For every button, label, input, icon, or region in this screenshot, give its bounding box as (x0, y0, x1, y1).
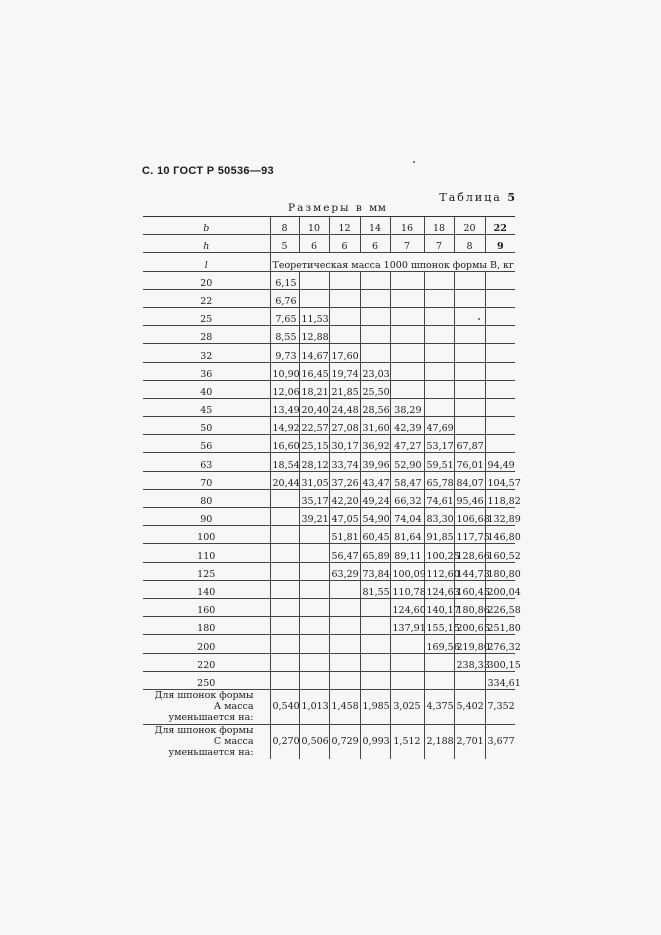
mass-cell (485, 435, 515, 453)
mass-cell (424, 289, 454, 307)
mass-cell: 65,78 (424, 471, 454, 489)
b-value: 18 (424, 217, 454, 235)
mass-cell: 117,75 (454, 526, 485, 544)
mass-cell: 180,80 (485, 562, 515, 580)
mass-cell (424, 671, 454, 689)
mass-cell (299, 544, 329, 562)
b-value: 22 (485, 217, 515, 235)
table-row (143, 617, 515, 635)
mass-cell: 128,66 (454, 544, 485, 562)
mass-cell: 10,90 (270, 362, 299, 380)
mass-cell (329, 635, 360, 653)
mass-cell: 84,07 (454, 471, 485, 489)
mass-cell (329, 653, 360, 671)
table-row (143, 598, 515, 616)
mass-cell: 59,51 (424, 453, 454, 471)
mass-cell: 140,17 (424, 598, 454, 616)
mass-cell (360, 271, 390, 289)
length-cell: 28 (143, 326, 270, 344)
mass-cell: 18,21 (299, 380, 329, 398)
mass-cell: 8,55 (270, 326, 299, 344)
b-value: 14 (360, 217, 390, 235)
mass-cell: 24,48 (329, 398, 360, 416)
mass-cell: 137,91 (390, 617, 424, 635)
mass-cell: 132,89 (485, 508, 515, 526)
length-cell: 220 (143, 653, 270, 671)
reduction-row (143, 689, 515, 724)
mass-cell: 31,60 (360, 417, 390, 435)
table-row (143, 635, 515, 653)
mass-cell (299, 289, 329, 307)
mass-cell: 74,61 (424, 489, 454, 507)
mass-cell (390, 271, 424, 289)
mass-cell (329, 580, 360, 598)
mass-cell: 200,04 (485, 580, 515, 598)
mass-cell: 9,73 (270, 344, 299, 362)
table-row (143, 453, 515, 471)
mass-cell: 169,56 (424, 635, 454, 653)
reduction-value: 0,540 (270, 689, 299, 724)
length-cell: 250 (143, 671, 270, 689)
mass-cell (360, 653, 390, 671)
mass-cell: 106,68 (454, 508, 485, 526)
mass-cell: 251,80 (485, 617, 515, 635)
length-cell: 110 (143, 544, 270, 562)
reduction-value: 1,013 (299, 689, 329, 724)
mass-cell: 276,32 (485, 635, 515, 653)
mass-cell: 28,56 (360, 398, 390, 416)
mass-cell: 37,26 (329, 471, 360, 489)
mass-cell (299, 580, 329, 598)
mass-cell: 39,96 (360, 453, 390, 471)
mass-cell (454, 326, 485, 344)
table-row (143, 380, 515, 398)
length-cell: 63 (143, 453, 270, 471)
table-row (143, 435, 515, 453)
mass-cell: 25,15 (299, 435, 329, 453)
b-value: 8 (270, 217, 299, 235)
mass-cell (299, 562, 329, 580)
units-mm: мм (369, 202, 387, 214)
mass-cell (454, 398, 485, 416)
reduction-value: 0,506 (299, 724, 329, 759)
mass-cell (485, 344, 515, 362)
length-cell: 80 (143, 489, 270, 507)
row-h (143, 235, 515, 253)
b-value: 12 (329, 217, 360, 235)
mass-cell: 300,15 (485, 653, 515, 671)
mass-cell: 13,49 (270, 398, 299, 416)
mass-cell: 28,12 (299, 453, 329, 471)
h-value: 9 (485, 235, 515, 253)
mass-cell: 95,46 (454, 489, 485, 507)
mass-cell (424, 653, 454, 671)
table-label-number: 5 (507, 191, 515, 204)
reduction-value: 1,458 (329, 689, 360, 724)
mass-cell: 144,73 (454, 562, 485, 580)
mass-cell (485, 380, 515, 398)
mass-cell: 14,67 (299, 344, 329, 362)
mass-cell: 180,86 (454, 598, 485, 616)
mass-cell (390, 307, 424, 325)
table-row (143, 562, 515, 580)
table-row (143, 271, 515, 289)
mass-cell: 81,64 (390, 526, 424, 544)
mass-cell: 20,44 (270, 471, 299, 489)
mass-cell: 73,84 (360, 562, 390, 580)
b-value: 10 (299, 217, 329, 235)
mass-cell: 54,90 (360, 508, 390, 526)
mass-cell (424, 380, 454, 398)
mass-cell (454, 271, 485, 289)
mass-cell: 89,11 (390, 544, 424, 562)
mass-cell (424, 307, 454, 325)
mass-cell (454, 289, 485, 307)
mass-cell (360, 307, 390, 325)
mass-cell (360, 344, 390, 362)
h-value: 6 (360, 235, 390, 253)
mass-cell (270, 562, 299, 580)
reduction-value: 1,512 (390, 724, 424, 759)
mass-cell: 65,89 (360, 544, 390, 562)
units-text: Размеры в (288, 202, 364, 214)
mass-cell: 146,80 (485, 526, 515, 544)
mass-cell: 14,92 (270, 417, 299, 435)
mass-cell (270, 544, 299, 562)
mass-cell: 118,82 (485, 489, 515, 507)
mass-cell: 6,76 (270, 289, 299, 307)
mass-cell (299, 617, 329, 635)
row-b (143, 217, 515, 235)
mass-cell: 16,45 (299, 362, 329, 380)
b-value: 20 (454, 217, 485, 235)
mass-cell (270, 598, 299, 616)
mass-cell: 219,80 (454, 635, 485, 653)
mass-cell: 91,85 (424, 526, 454, 544)
length-cell: 40 (143, 380, 270, 398)
table-row (143, 344, 515, 362)
mass-cell (299, 653, 329, 671)
mass-cell: 30,17 (329, 435, 360, 453)
scan-speck (478, 318, 480, 320)
mass-cell: 33,74 (329, 453, 360, 471)
length-cell: 36 (143, 362, 270, 380)
mass-cell (329, 326, 360, 344)
mass-cell (299, 271, 329, 289)
mass-cell (424, 344, 454, 362)
mass-cell (424, 398, 454, 416)
mass-cell: 100,09 (390, 562, 424, 580)
mass-cell: 12,88 (299, 326, 329, 344)
length-cell: 140 (143, 580, 270, 598)
mass-cell (485, 326, 515, 344)
mass-cell: 19,74 (329, 362, 360, 380)
mass-cell: 112,60 (424, 562, 454, 580)
mass-cell (329, 617, 360, 635)
table-row (143, 671, 515, 689)
mass-cell: 42,20 (329, 489, 360, 507)
mass-cell (360, 617, 390, 635)
length-cell: 160 (143, 598, 270, 616)
mass-cell (424, 271, 454, 289)
mass-cell: 49,24 (360, 489, 390, 507)
length-cell: 22 (143, 289, 270, 307)
mass-cell: 83,30 (424, 508, 454, 526)
reduction-value: 0,993 (360, 724, 390, 759)
mass-cell (485, 307, 515, 325)
mass-cell: 12,06 (270, 380, 299, 398)
h-value: 7 (424, 235, 454, 253)
reduction-value: 2,188 (424, 724, 454, 759)
length-cell: 90 (143, 508, 270, 526)
table-row (143, 398, 515, 416)
mass-cell: 39,21 (299, 508, 329, 526)
mass-cell: 60,45 (360, 526, 390, 544)
mass-cell (390, 653, 424, 671)
row-l (143, 253, 515, 271)
reduction-value: 7,352 (485, 689, 515, 724)
mass-cell: 7,65 (270, 307, 299, 325)
mass-cell (454, 417, 485, 435)
mass-cell: 110,78 (390, 580, 424, 598)
mass-cell: 22,57 (299, 417, 329, 435)
reduction-row (143, 724, 515, 759)
mass-cell (424, 362, 454, 380)
table-row (143, 580, 515, 598)
mass-cell: 21,85 (329, 380, 360, 398)
length-cell: 56 (143, 435, 270, 453)
mass-cell: 104,57 (485, 471, 515, 489)
reduction-value: 2,701 (454, 724, 485, 759)
mass-cell: 23,03 (360, 362, 390, 380)
mass-cell (329, 289, 360, 307)
mass-cell (270, 508, 299, 526)
mass-cell (390, 635, 424, 653)
mass-cell (299, 526, 329, 544)
mass-cell (485, 289, 515, 307)
mass-cell: 42,39 (390, 417, 424, 435)
mass-cell: 47,27 (390, 435, 424, 453)
mass-cell (270, 653, 299, 671)
length-cell: 25 (143, 307, 270, 325)
row-l-label: l (143, 253, 270, 271)
mass-cell: 124,63 (424, 580, 454, 598)
mass-cell (454, 344, 485, 362)
mass-cell: 124,60 (390, 598, 424, 616)
mass-cell: 200,65 (454, 617, 485, 635)
mass-cell: 53,17 (424, 435, 454, 453)
length-cell: 200 (143, 635, 270, 653)
h-value: 8 (454, 235, 485, 253)
mass-cell: 43,47 (360, 471, 390, 489)
reduction-value: 3,025 (390, 689, 424, 724)
mass-cell (270, 635, 299, 653)
mass-cell (360, 289, 390, 307)
table-row (143, 489, 515, 507)
mass-cell: 52,90 (390, 453, 424, 471)
length-cell: 70 (143, 471, 270, 489)
mass-cell: 58,47 (390, 471, 424, 489)
h-value: 7 (390, 235, 424, 253)
mass-cell (329, 598, 360, 616)
mass-table (143, 216, 521, 759)
table-row (143, 362, 515, 380)
mass-cell (299, 671, 329, 689)
h-value: 5 (270, 235, 299, 253)
mass-cell: 81,55 (360, 580, 390, 598)
table-row (143, 307, 515, 325)
mass-cell (485, 362, 515, 380)
mass-cell (454, 671, 485, 689)
mass-cell: 160,52 (485, 544, 515, 562)
reduction-value: 4,375 (424, 689, 454, 724)
mass-cell (360, 635, 390, 653)
mass-cell (390, 344, 424, 362)
mass-cell: 334,61 (485, 671, 515, 689)
mass-cell (485, 271, 515, 289)
mass-cell (270, 617, 299, 635)
mass-cell: 11,53 (299, 307, 329, 325)
mass-cell: 31,05 (299, 471, 329, 489)
mass-cell: 67,87 (454, 435, 485, 453)
table-row (143, 526, 515, 544)
mass-cell: 66,32 (390, 489, 424, 507)
mass-cell (329, 271, 360, 289)
mass-cell (390, 671, 424, 689)
row-h-label: h (143, 235, 270, 253)
reduction-label: Для шпонок формы С масса уменьшается на: (154, 725, 254, 759)
mass-cell: 94,49 (485, 453, 515, 471)
mass-cell: 47,05 (329, 508, 360, 526)
mass-title: Теоретическая масса 1000 шпонок формы В, кг (270, 253, 515, 271)
table-row (143, 508, 515, 526)
table-row (143, 289, 515, 307)
mass-cell: 47,69 (424, 417, 454, 435)
table-label-word: Таблица (439, 191, 502, 204)
mass-cell (390, 362, 424, 380)
mass-cell (454, 380, 485, 398)
reduction-value: 0,270 (270, 724, 299, 759)
mass-cell: 160,45 (454, 580, 485, 598)
mass-cell: 51,81 (329, 526, 360, 544)
mass-cell: 27,08 (329, 417, 360, 435)
mass-cell (270, 489, 299, 507)
length-cell: 50 (143, 417, 270, 435)
mass-cell: 17,60 (329, 344, 360, 362)
mass-cell: 226,58 (485, 598, 515, 616)
mass-cell (329, 307, 360, 325)
mass-cell (360, 598, 390, 616)
mass-cell (329, 671, 360, 689)
mass-cell: 38,29 (390, 398, 424, 416)
mass-cell (270, 580, 299, 598)
mass-cell: 76,01 (454, 453, 485, 471)
mass-cell: 35,17 (299, 489, 329, 507)
mass-cell: 36,92 (360, 435, 390, 453)
table-row (143, 544, 515, 562)
mass-cell (390, 326, 424, 344)
mass-cell (299, 598, 329, 616)
mass-cell: 56,47 (329, 544, 360, 562)
h-value: 6 (299, 235, 329, 253)
b-value: 16 (390, 217, 424, 235)
table-label (439, 191, 515, 204)
table-row (143, 417, 515, 435)
mass-cell: 155,15 (424, 617, 454, 635)
mass-cell: 238,33 (454, 653, 485, 671)
mass-cell (390, 380, 424, 398)
table-row (143, 326, 515, 344)
mass-cell (390, 289, 424, 307)
mass-cell (270, 526, 299, 544)
mass-cell (299, 635, 329, 653)
mass-cell (270, 671, 299, 689)
length-cell: 32 (143, 344, 270, 362)
mass-cell: 74,04 (390, 508, 424, 526)
scan-speck (413, 161, 415, 163)
units-caption (288, 202, 386, 214)
length-cell: 125 (143, 562, 270, 580)
mass-cell (454, 307, 485, 325)
mass-cell (360, 326, 390, 344)
length-cell: 180 (143, 617, 270, 635)
mass-cell: 20,40 (299, 398, 329, 416)
length-cell: 20 (143, 271, 270, 289)
reduction-label: Для шпонок формы А масса уменьшается на: (143, 689, 270, 724)
mass-cell (485, 417, 515, 435)
mass-cell: 63,29 (329, 562, 360, 580)
mass-cell (454, 362, 485, 380)
mass-cell (360, 671, 390, 689)
h-value: 6 (329, 235, 360, 253)
table-row (143, 471, 515, 489)
mass-cell: 16,60 (270, 435, 299, 453)
mass-cell: 25,50 (360, 380, 390, 398)
mass-cell: 100,25 (424, 544, 454, 562)
length-cell: 45 (143, 398, 270, 416)
reduction-value: 3,677 (485, 724, 515, 759)
page-header: С. 10 ГОСТ Р 50536—93 (142, 165, 274, 177)
length-cell: 100 (143, 526, 270, 544)
reduction-value: 5,402 (454, 689, 485, 724)
reduction-value: 1,985 (360, 689, 390, 724)
mass-cell (485, 398, 515, 416)
mass-cell (424, 326, 454, 344)
reduction-value: 0,729 (329, 724, 360, 759)
table-row (143, 653, 515, 671)
mass-cell: 6,15 (270, 271, 299, 289)
mass-cell: 18,54 (270, 453, 299, 471)
row-b-label: b (143, 217, 270, 235)
